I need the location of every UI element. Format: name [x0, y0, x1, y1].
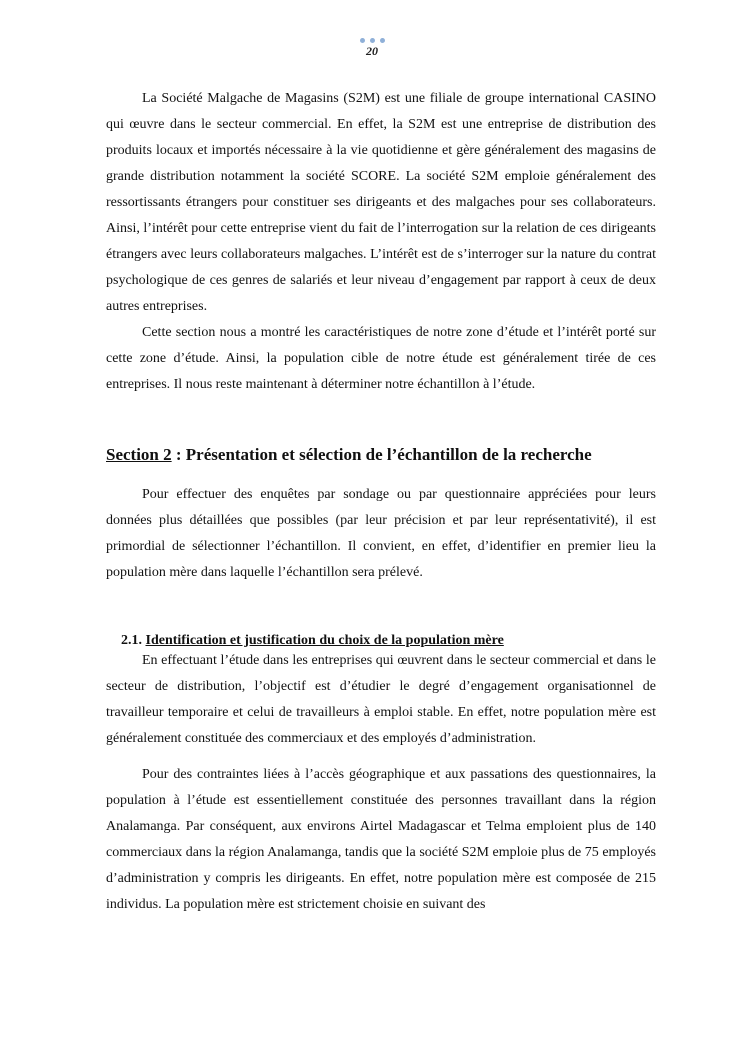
subsection-number: 2.1.: [121, 633, 146, 648]
document-body: [106, 86, 656, 918]
subsection-title-text: Identification et justification du choix de la population mère: [145, 633, 504, 648]
section-number: Section 2: [106, 445, 172, 464]
paragraph-population-constraints: Pour des contraintes liées à l’accès géographique et aux passations des questionnaires, la population à l’étude est essentiellement constituée des personnes travaillant dans la région Analamanga. Par conséquent, aux environs Airtel Madagascar et Telma emploient plus de 140 commerciaux dans la région Analamanga, tandis que la société S2M emploie plus de 75 employés d’administration y compris les dirigeants. En effet, notre population mère est composée de 215 individus. La population mère est strictement choisie en suivant des: [106, 767, 656, 912]
header-dot: [380, 38, 385, 43]
section-title-text: : Présentation et sélection de l’échantillon de la recherche: [171, 445, 592, 464]
paragraph-section-summary: Cette section nous a montré les caractéristiques de notre zone d’étude et l’intérêt porté sur cette zone d’étude. Ainsi, la population cible de notre étude est généralement tirée de ces entreprises. Il nous reste maintenant à déterminer notre échantillon à l’étude.: [106, 325, 656, 392]
paragraph-population-definition: En effectuant l’étude dans les entreprises qui œuvrent dans le secteur commercial et dans le secteur de distribution, l’objectif est d’étudier le degré d’engagement organisationnel de travailleur temporaire et celui de travailleurs à emploi stable. En effet, notre population mère est généralement constituée des commerciaux et des employés d’administration.: [106, 653, 656, 746]
header-dot: [370, 38, 375, 43]
page-header: [0, 38, 744, 57]
paragraph-s2m-presentation: La Société Malgache de Magasins (S2M) est une filiale de groupe international CASINO qui œuvre dans le secteur commercial. En effet, la S2M est une entreprise de distribution des produits locaux et importés nécessaire à la vie quotidienne et gère généralement des magasins de grande distribution notamment la société SCORE. La société S2M emploie généralement des ressortissants étrangers pour constituer ses dirigeants et des malgaches pour ses collaborateurs. Ainsi, l’intérêt pour cette entreprise vient du fait de l’interrogation sur la relation de ces dirigeants étrangers avec leurs collaborateurs malgaches. L’intérêt est de s’interroger sur la nature du contrat psychologique de ces genres de salariés et leur niveau d’engagement par rapport à ceux de deux autres entreprises.: [106, 91, 656, 314]
header-dot: [360, 38, 365, 43]
paragraph-sampling-intro: Pour effectuer des enquêtes par sondage ou par questionnaire appréciées pour leurs données plus détaillées que possibles (par leur précision et par leur représentativité), il est primordial de sélectionner l’échantillon. Il convient, en effet, d’identifier en premier lieu la population mère dans laquelle l’échantillon sera prélevé.: [106, 487, 656, 580]
section-heading: [106, 442, 656, 468]
page-number: 20: [366, 44, 378, 58]
